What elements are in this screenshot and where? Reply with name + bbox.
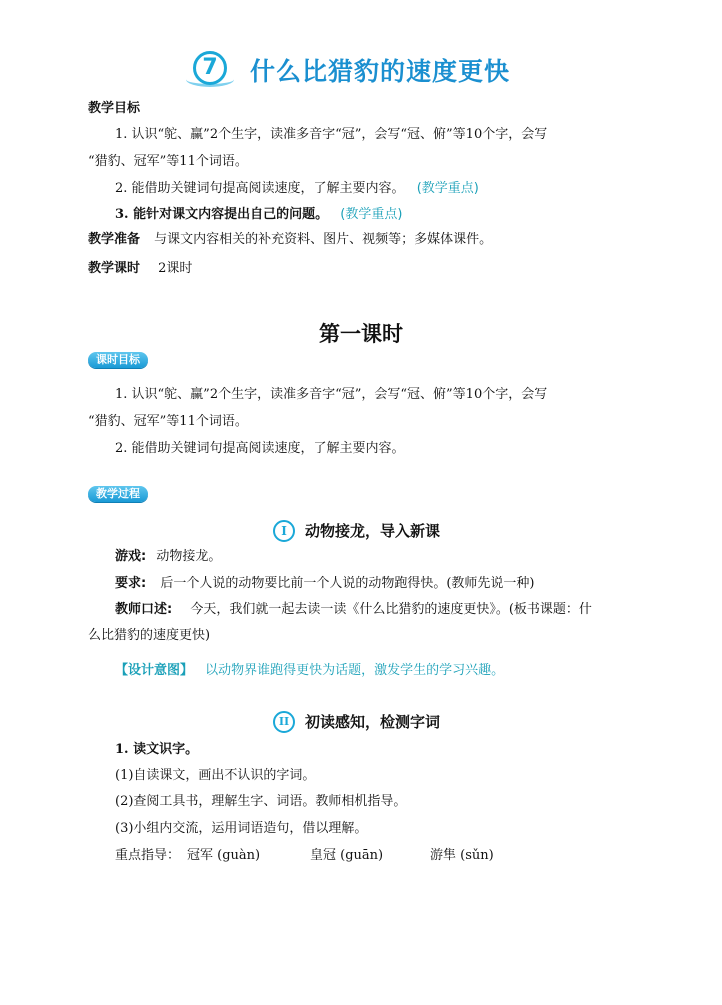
preparation-row (88, 231, 492, 249)
teacher-text-line1: 今天，我们就一起去读一读《什么比猎豹的速度更快》。(板书课题：什 (190, 602, 592, 617)
design-intent-text: 以动物界谁跑得更快为话题，激发学生的学习兴趣。 (205, 663, 505, 678)
hours-text: 2课时 (158, 261, 193, 276)
page-title: 什么比猎豹的速度更快 (250, 57, 511, 86)
teacher-label: 教师口述: (115, 602, 173, 617)
focus-item: 冠军 (guàn) (187, 848, 261, 863)
game-text: 动物接龙。 (156, 549, 222, 564)
design-intent-label: 【设计意图】 (115, 663, 194, 678)
lesson-objective-1-line1: 1. 认识“鸵、赢”2个生字，读准多音字“冠”，会写“冠、俯”等10个字，会写 (115, 387, 548, 402)
teacher-text-line2: 么比猎豹的速度更快) (88, 628, 211, 643)
section-2-heading (0, 711, 722, 737)
step-1: (1)自读课文，画出不认识的字词。 (115, 768, 316, 783)
section-1-numeral: I (273, 520, 295, 542)
lesson-section-title: 第一课时 (319, 321, 403, 346)
requirement-row (115, 575, 535, 593)
step-2: (2)查阅工具书，理解生字、词语。教师相机指导。 (115, 794, 407, 809)
focus-item: 游隼 (sǔn) (430, 848, 494, 863)
teacher-row (115, 601, 592, 619)
objective-3 (115, 206, 402, 224)
objective-3-note: (教学重点) (340, 207, 403, 222)
focus-item: 皇冠 (guān) (310, 848, 384, 863)
objective-2-note: (教学重点) (416, 181, 479, 196)
lesson-number-badge: 7 (193, 51, 227, 85)
lesson-objective-2: 2. 能借助关键词句提高阅读速度，了解主要内容。 (115, 441, 405, 456)
section-2-title: 初读感知，检测字词 (305, 713, 441, 731)
step-3: (3)小组内交流，运用词语造句，借以理解。 (115, 821, 368, 836)
lesson-objectives-pill: 课时目标 (88, 352, 148, 368)
design-intent-row (115, 662, 504, 680)
objective-2 (115, 180, 479, 198)
section-2-numeral: II (273, 711, 295, 733)
section-1-title: 动物接龙，导入新课 (305, 522, 441, 540)
requirement-text: 后一个人说的动物要比前一个人说的动物跑得快。(教师先说一种) (160, 576, 535, 591)
game-label: 游戏: (115, 549, 147, 564)
step-title: 1. 读文识字。 (115, 742, 199, 757)
lesson-objective-1-line2: “猎豹、冠军”等11个词语。 (88, 414, 248, 429)
objective-3-text: 3. 能针对课文内容提出自己的问题。 (115, 207, 329, 222)
hours-row (88, 260, 192, 278)
objective-1-line1: 1. 认识“鸵、赢”2个生字，读准多音字“冠”，会写“冠、俯”等10个字，会写 (115, 127, 548, 142)
objective-1-line2: “猎豹、冠军”等11个词语。 (88, 154, 248, 169)
lesson-header (0, 46, 722, 94)
focus-row (115, 847, 180, 865)
objective-2-text: 2. 能借助关键词句提高阅读速度，了解主要内容。 (115, 181, 405, 196)
preparation-label: 教学准备 (88, 232, 141, 247)
hours-label: 教学课时 (88, 261, 141, 276)
teaching-process-pill: 教学过程 (88, 486, 148, 502)
objectives-heading: 教学目标 (88, 101, 141, 116)
preparation-text: 与课文内容相关的补充资料、图片、视频等；多媒体课件。 (154, 232, 493, 247)
game-row (115, 548, 221, 566)
requirement-label: 要求: (115, 576, 147, 591)
focus-label: 重点指导： (115, 848, 181, 863)
section-1-heading (0, 520, 722, 546)
